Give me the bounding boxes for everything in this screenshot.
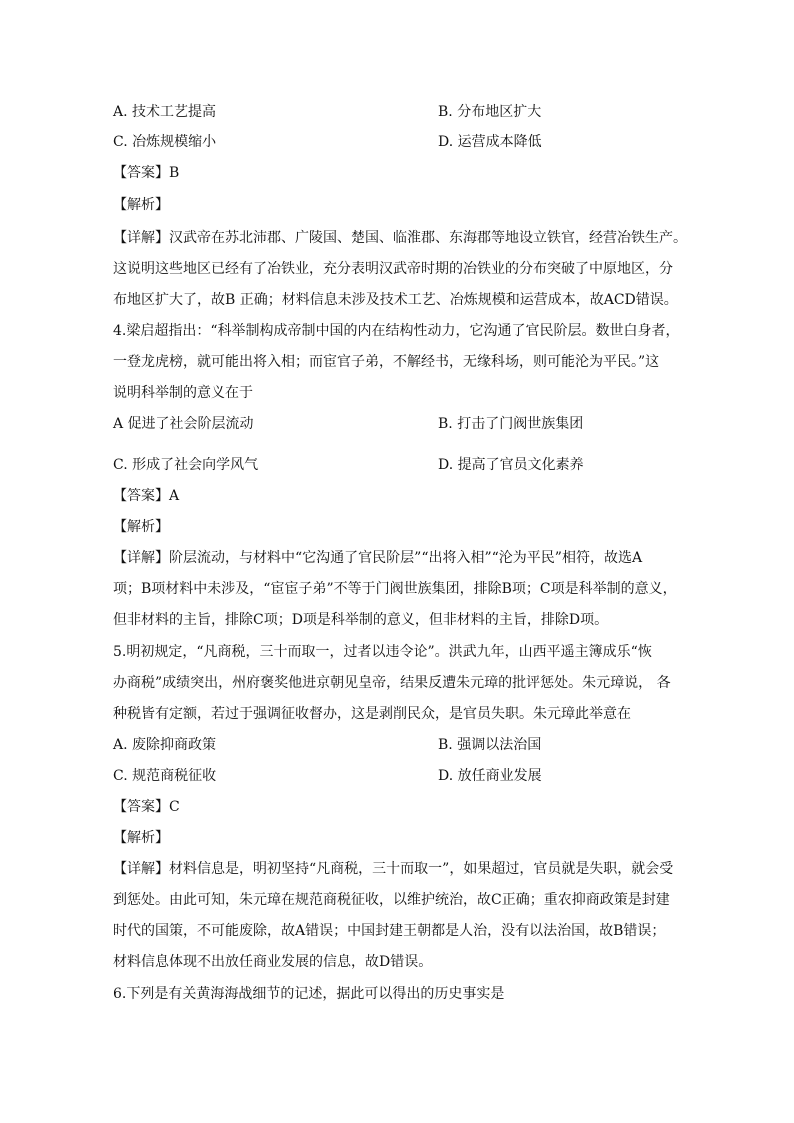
q5-option-c[interactable]: C. 规范商税征收 [113,768,217,784]
q4-option-c[interactable]: C. 形成了社会向学风气 [113,457,259,473]
q5-detail-line-1: 【详解】材料信息是，明初坚持“凡商税，三十而取一”，如果超过，官员就是失职，就会受 [113,861,674,877]
q4-stem-line-1: 4.梁启超指出：“科举制构成帝制中国的内在结构性动力，它沟通了官民阶层。数世白身者， [113,323,680,339]
q4-stem-line-2: 一登龙虎榜，就可能出将入相；而宦官子弟，不解经书，无缘科场，则可能沦为平民。”这 [113,354,660,370]
q3-detail-line-1: 【详解】汉武帝在苏北沛郡、广陵国、楚国、临淮郡、东海郡等地设立铁官，经营冶铁生产。 [113,230,687,246]
q3-analysis-label: 【解析】 [113,197,169,213]
q4-stem-line-3: 说明科举制的意义在于 [113,385,253,401]
q5-analysis-label: 【解析】 [113,830,169,846]
q3-detail-line-3: 布地区扩大了，故B 正确；材料信息未涉及技术工艺、冶炼规模和运营成本，故ACD错误。 [113,292,678,308]
q5-answer: 【答案】C [113,799,180,815]
q3-option-a[interactable]: A. 技术工艺提高 [113,104,217,120]
q4-analysis-label: 【解析】 [113,519,169,535]
q5-stem-line-3: 种税皆有定额，若过于强调征收督办，这是剥削民众，是官员失职。朱元璋此举意在 [113,706,631,722]
q5-detail-line-2: 到惩处。由此可知，朱元璋在规范商税征收，以维护统治，故C正确；重农抑商政策是封建 [113,892,670,908]
q5-option-d[interactable]: D. 放任商业发展 [438,768,542,784]
q5-option-b[interactable]: B. 强调以法治国 [438,737,542,753]
q4-detail-line-2: 项；B项材料中未涉及，“宦宦子弟”不等于门阀世族集团，排除B项；C项是科举制的意义， [113,581,677,597]
q4-answer: 【答案】A [113,488,180,504]
q4-option-b[interactable]: B. 打击了门阀世族集团 [438,416,584,432]
q3-detail-line-2: 这说明这些地区已经有了冶铁业，充分表明汉武帝时期的冶铁业的分布突破了中原地区，分 [113,261,673,277]
q5-stem-line-1: 5.明初规定，“凡商税，三十而取一，过者以违令论”。洪武九年，山西平遥主簿成乐“恢 [113,644,652,660]
q4-option-a[interactable]: A 促进了社会阶层流动 [113,416,254,432]
q6-stem: 6.下列是有关黄海海战细节的记述，据此可以得出的历史事实是 [113,986,505,1002]
q5-stem-line-2: 办商税”成绩突出，州府褒奖他进京朝见皇帝，结果反遭朱元璋的批评惩处。朱元璋说， 各 [113,675,671,691]
q3-option-c[interactable]: C. 冶炼规模缩小 [113,134,217,150]
q3-option-b[interactable]: B. 分布地区扩大 [438,104,542,120]
q5-detail-line-3: 时代的国策，不可能废除，故A错误；中国封建王朝都是人治，没有以法治国，故B错误； [113,923,666,939]
q4-option-d[interactable]: D. 提高了官员文化素养 [438,457,584,473]
q4-detail-line-3: 但非材料的主旨，排除C项；D项是科举制的意义，但非材料的主旨，排除D项。 [113,612,609,628]
q3-answer: 【答案】B [113,165,180,181]
q3-option-d[interactable]: D. 运营成本降低 [438,134,542,150]
q5-detail-line-4: 材料信息体现不出放任商业发展的信息，故D错误。 [113,954,433,970]
q5-option-a[interactable]: A. 废除抑商政策 [113,737,217,753]
q4-detail-line-1: 【详解】阶层流动，与材料中“它沟通了官民阶层”“出将入相”“沦为平民”相符，故选A [113,550,643,566]
